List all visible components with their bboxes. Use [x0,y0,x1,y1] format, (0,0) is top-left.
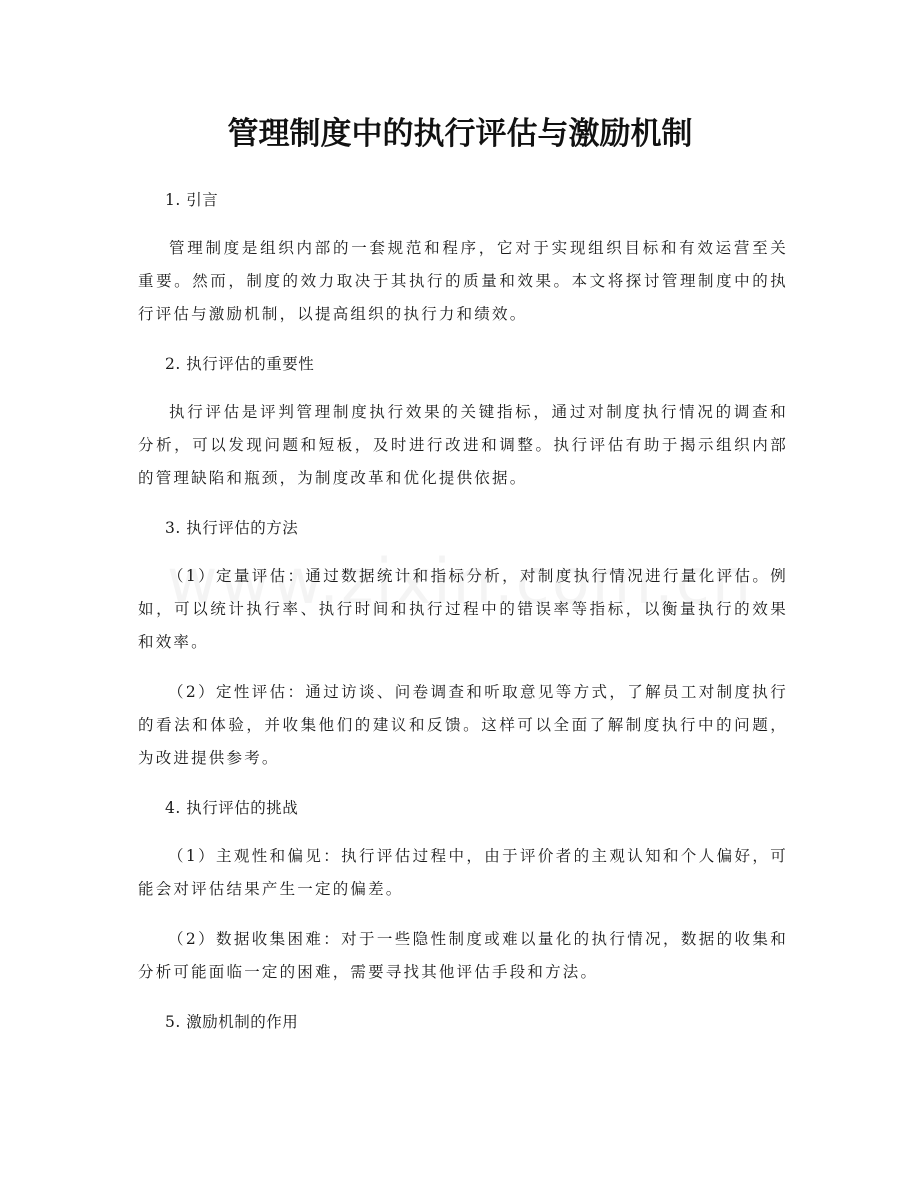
paragraph: 管理制度是组织内部的一套规范和程序，它对于实现组织目标和有效运营至关重要。然而，制度的效力取决于其执行的质量和效果。本文将探讨管理制度中的执行评估与激励机制，以提高组织的执行力和绩效。 [138,239,788,323]
section-heading-3: 3. 执行评估的方法 [165,519,299,537]
section-heading-4: 4. 执行评估的挑战 [165,799,299,817]
paragraph: （1）主观性和偏见：执行评估过程中，由于评价者的主观认知和个人偏好，可能会对评估结果产生一定的偏差。 [138,847,788,898]
paragraph: （1）定量评估：通过数据统计和指标分析，对制度执行情况进行量化评估。例如，可以统计执行率、执行时间和执行过程中的错误率等指标，以衡量执行的效果和效率。 [138,567,788,651]
paragraph: 执行评估是评判管理制度执行效果的关键指标，通过对制度执行情况的调查和分析，可以发现问题和短板，及时进行改进和调整。执行评估有助于揭示组织内部的管理缺陷和瓶颈，为制度改革和优化提供依据。 [138,403,788,487]
document-title: 管理制度中的执行评估与激励机制 [227,116,693,152]
section-heading-2: 2. 执行评估的重要性 [165,355,315,373]
paragraph: （2）定性评估：通过访谈、问卷调查和听取意见等方式，了解员工对制度执行的看法和体验，并收集他们的建议和反馈。这样可以全面了解制度执行中的问题，为改进提供参考。 [138,683,788,767]
section-heading-5: 5. 激励机制的作用 [165,1013,299,1031]
section-heading-1: 1. 引言 [165,191,219,209]
document-body [138,184,788,1054]
paragraph: （2）数据收集困难：对于一些隐性制度或难以量化的执行情况，数据的收集和分析可能面临一定的困难，需要寻找其他评估手段和方法。 [138,930,788,981]
